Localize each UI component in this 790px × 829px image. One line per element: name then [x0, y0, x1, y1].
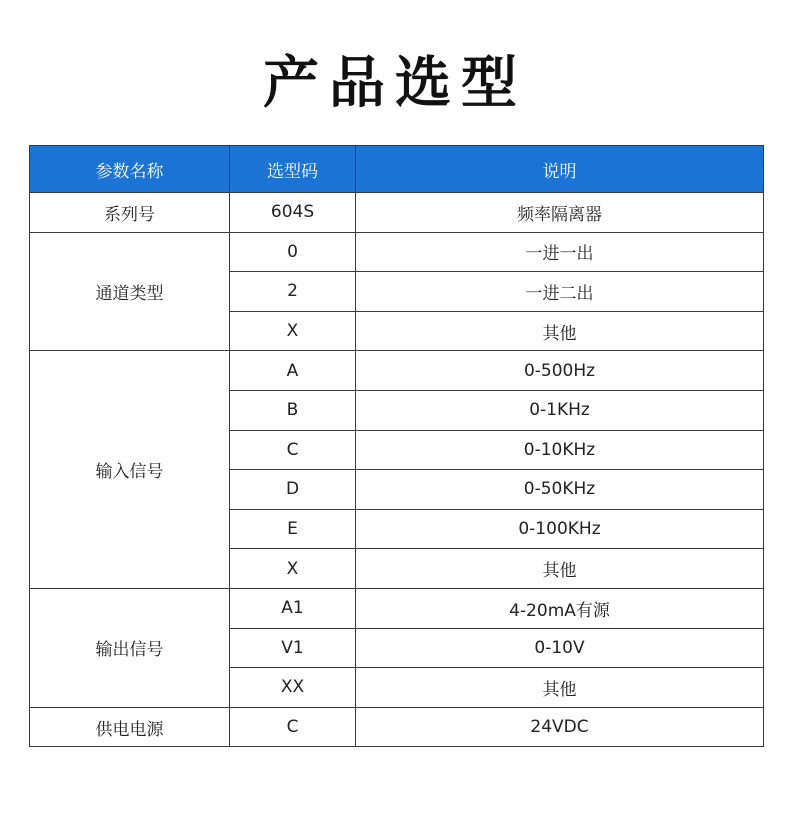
desc-cell: 0-50KHz [356, 470, 764, 510]
param-name-cell: 系列号 [30, 193, 230, 233]
page-title: 产品选型 [263, 51, 527, 116]
code-cell: C [230, 430, 356, 470]
product-selection-table [29, 145, 764, 747]
param-name-cell: 通道类型 [30, 232, 230, 351]
code-cell: 0 [230, 232, 356, 272]
code-cell: 2 [230, 272, 356, 312]
desc-cell: 其他 [356, 549, 764, 589]
desc-cell: 4-20mA有源 [356, 588, 764, 628]
header-description: 说明 [356, 146, 764, 193]
code-cell: C [230, 707, 356, 747]
table-row [30, 707, 764, 747]
table-header-row [30, 146, 764, 193]
desc-cell: 0-1KHz [356, 390, 764, 430]
code-cell: D [230, 470, 356, 510]
code-cell: A [230, 351, 356, 391]
desc-cell: 一进一出 [356, 232, 764, 272]
code-cell: B [230, 390, 356, 430]
param-name-cell: 输入信号 [30, 351, 230, 589]
code-cell: 604S [230, 193, 356, 233]
desc-cell: 24VDC [356, 707, 764, 747]
header-selection-code: 选型码 [230, 146, 356, 193]
desc-cell: 频率隔离器 [356, 193, 764, 233]
code-cell: V1 [230, 628, 356, 668]
desc-cell: 0-10KHz [356, 430, 764, 470]
param-name-cell: 输出信号 [30, 588, 230, 707]
desc-cell: 其他 [356, 668, 764, 708]
table-row [30, 232, 764, 272]
code-cell: XX [230, 668, 356, 708]
desc-cell: 0-10V [356, 628, 764, 668]
code-cell: E [230, 509, 356, 549]
table-row [30, 588, 764, 628]
param-name-cell: 供电电源 [30, 707, 230, 747]
table-row [30, 351, 764, 391]
header-param-name: 参数名称 [30, 146, 230, 193]
desc-cell: 0-100KHz [356, 509, 764, 549]
code-cell: X [230, 549, 356, 589]
desc-cell: 一进二出 [356, 272, 764, 312]
code-cell: X [230, 311, 356, 351]
code-cell: A1 [230, 588, 356, 628]
table-row [30, 193, 764, 233]
desc-cell: 0-500Hz [356, 351, 764, 391]
desc-cell: 其他 [356, 311, 764, 351]
